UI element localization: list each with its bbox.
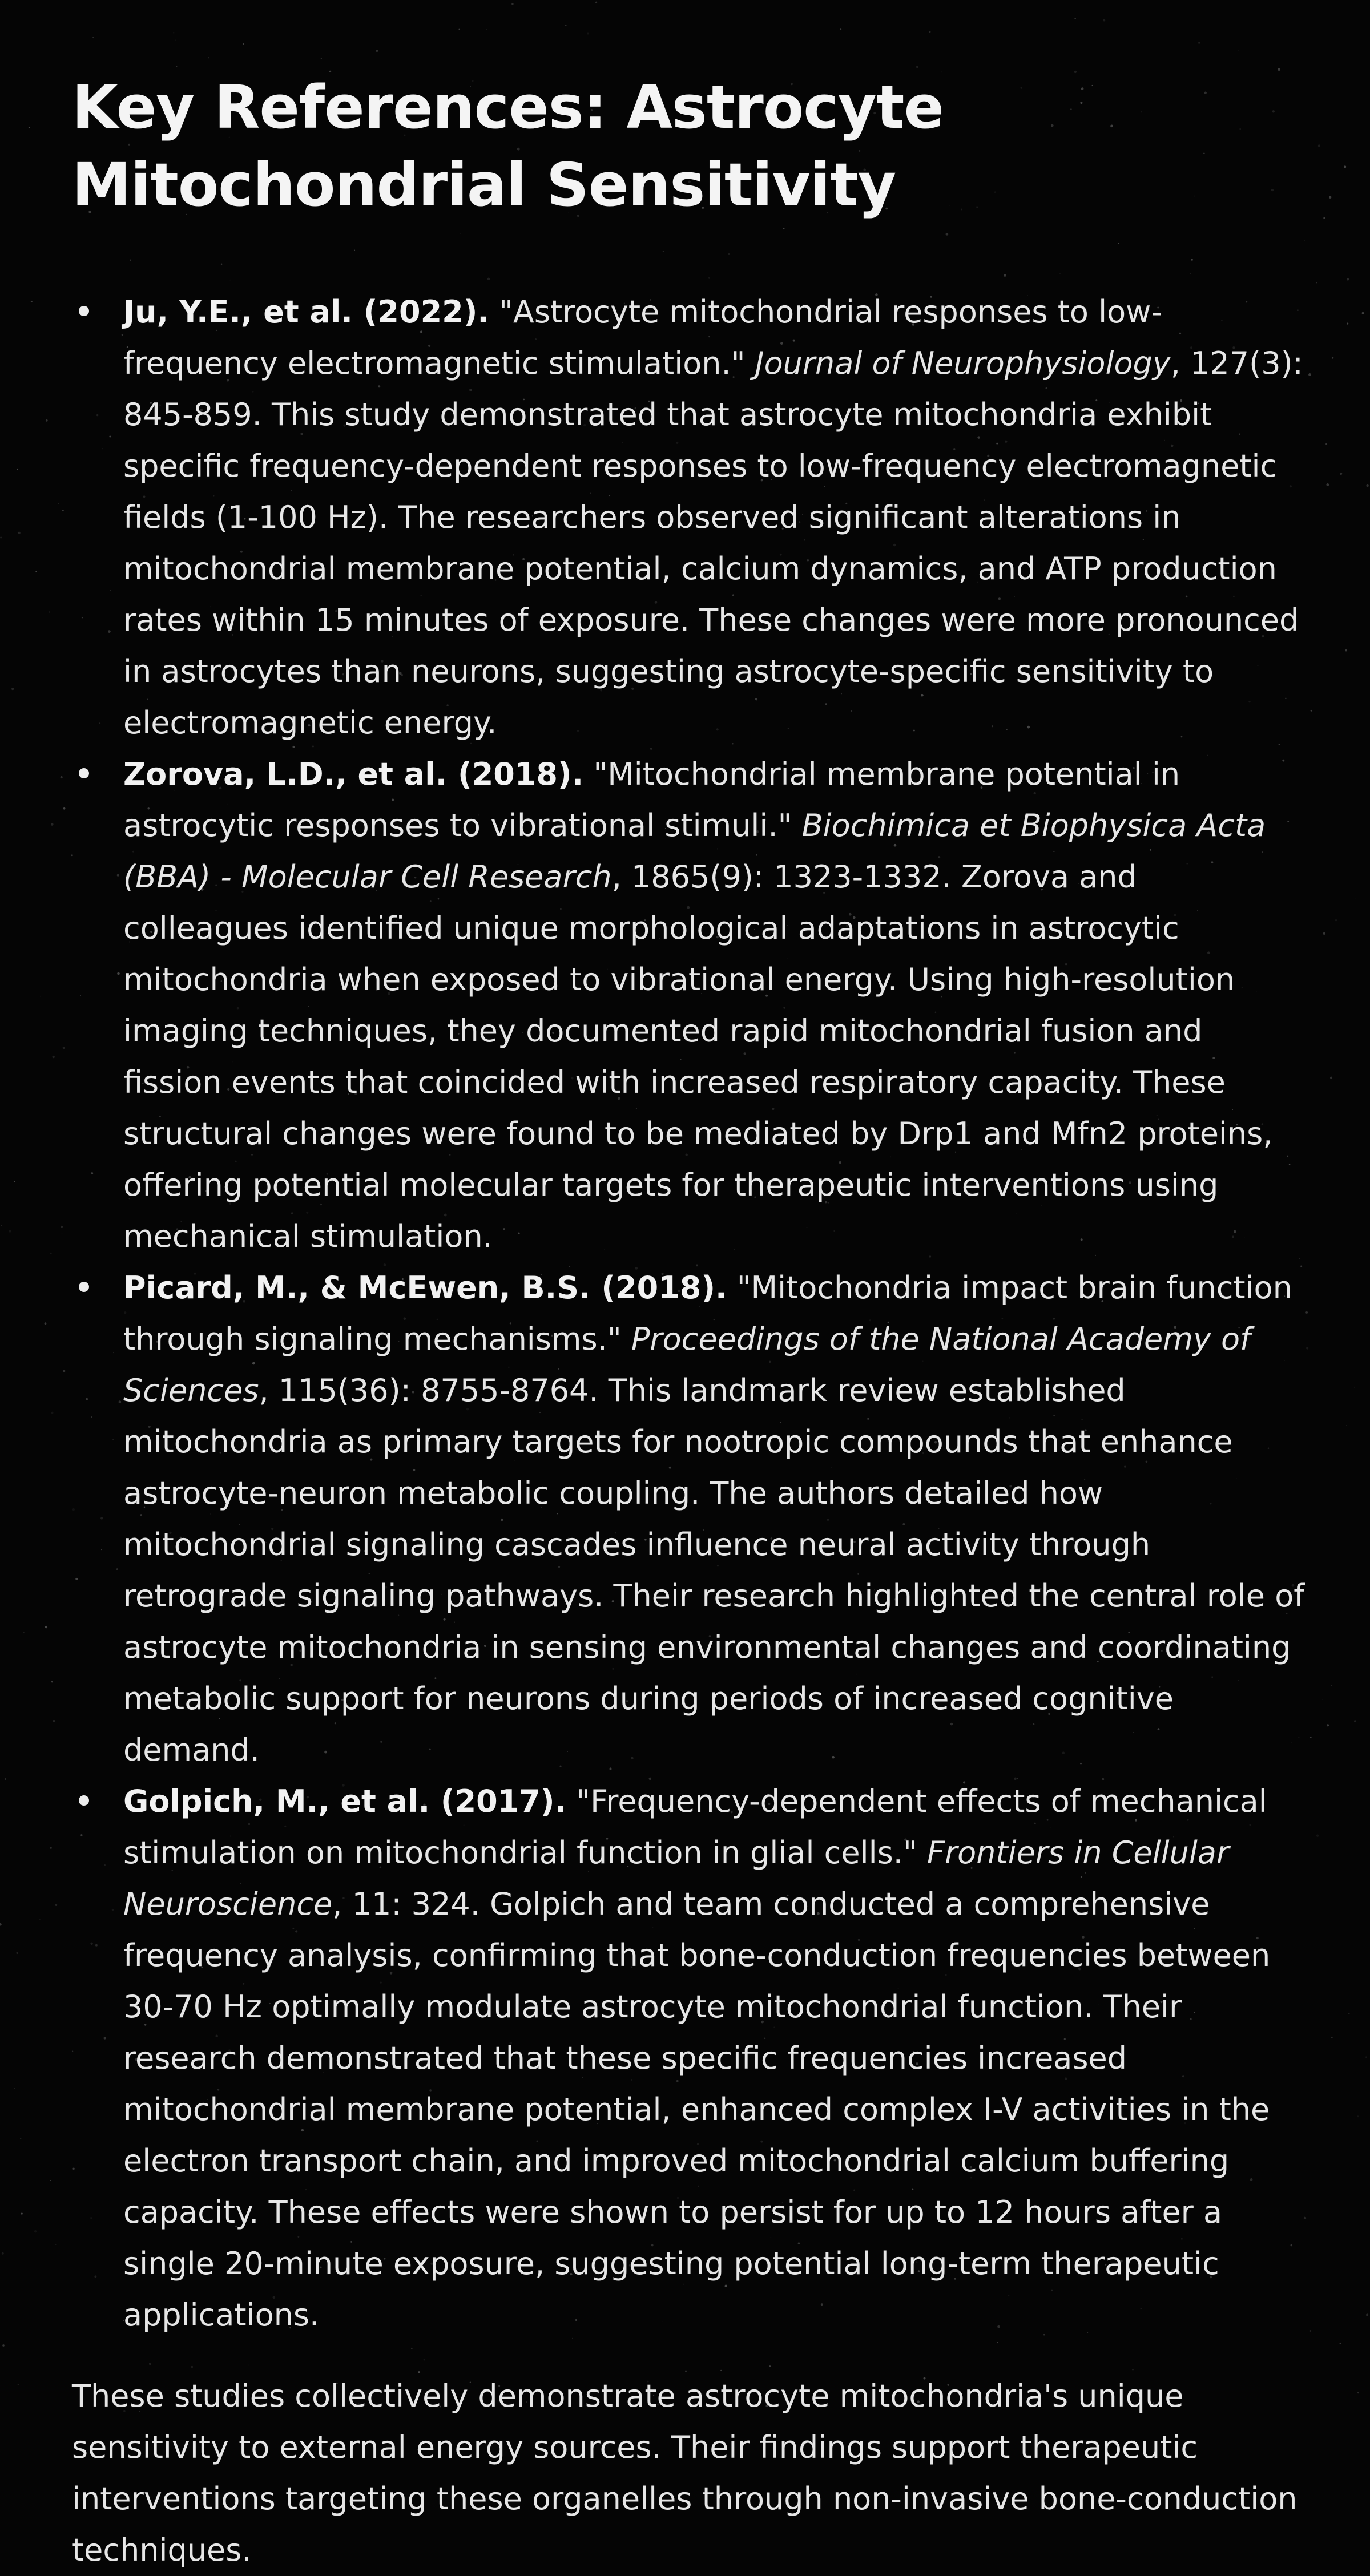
reference-title: "Mitochondria impact brain function through signaling mechanisms."	[123, 1270, 1292, 1357]
reference-description: , 115(36): 8755-8764. This landmark review established mitochondria as primary targets for nootropic compounds that enhance astrocyte-neuron metabolic coupling. The authors detailed how mitochondrial signaling cascades influence neural activity through retrograde signaling pathways. Their research highlighted the central role of astrocyte mitochondria in sensing environmental changes and coordinating metabolic support for neurons during periods of increased cognitive demand.	[123, 1372, 1305, 1768]
summary-paragraph: These studies collectively demonstrate astrocyte mitochondria's unique sensitivity to external energy sources. Their findings support therapeutic interventions targeting these organelles through non-invasive bone-conduction techniques.	[72, 2378, 1298, 2568]
bullet-icon	[79, 768, 89, 778]
bullet-icon	[79, 1282, 89, 1292]
document	[72, 68, 1305, 2576]
reference-title: "Frequency-dependent effects of mechanical stimulation on mitochondrial function in glial cells."	[123, 1783, 1267, 1871]
bullet-icon	[79, 306, 89, 316]
reference-description: , 127(3): 845-859. This study demonstrated that astrocyte mitochondria exhibit specific frequency-dependent responses to low-frequency electromagnetic fields (1-100 Hz). The researchers observed significant alterations in mitochondrial membrane potential, calcium dynamics, and ATP production rates within 15 minutes of exposure. These changes were more pronounced in astrocytes than neurons, suggesting astrocyte-specific sensitivity to electromagnetic energy.	[123, 345, 1303, 741]
reference-journal: Frontiers in Cellular Neuroscience	[123, 1835, 1230, 1922]
reference-item	[72, 1776, 1305, 2341]
reference-description: , 1865(9): 1323-1332. Zorova and colleagues identified unique morphological adaptations in astrocytic mitochondria when exposed to vibrational energy. Using high-resolution imaging techniques, they documented rapid mitochondrial fusion and fission events that coincided with increased respiratory capacity. These structural changes were found to be mediated by Drp1 and Mfn2 proteins, offering potential molecular targets for therapeutic interventions using mechanical stimulation.	[123, 859, 1273, 1254]
reference-authors: Golpich, M., et al. (2017).	[123, 1783, 567, 1819]
reference-item	[72, 286, 1305, 749]
page-title: Key References: Astrocyte Mitochondrial Sensitivity	[72, 72, 944, 220]
bullet-icon	[79, 1795, 89, 1806]
reference-journal: Journal of Neurophysiology	[755, 345, 1171, 381]
reference-authors: Zorova, L.D., et al. (2018).	[123, 756, 584, 792]
reference-authors: Picard, M., & McEwen, B.S. (2018).	[123, 1270, 727, 1306]
reference-item	[72, 1262, 1305, 1776]
reference-description: , 11: 324. Golpich and team conducted a comprehensive frequency analysis, confirming that bone-conduction frequencies between 30-70 Hz optimally modulate astrocyte mitochondrial function. Their research demonstrated that these specific frequencies increased mitochondrial membrane potential, enhanced complex I-V activities in the electron transport chain, and improved mitochondrial calcium buffering capacity. These effects were shown to persist for up to 12 hours after a single 20-minute exposure, suggesting potential long-term therapeutic applications.	[123, 1886, 1271, 2333]
reference-item	[72, 749, 1305, 1262]
reference-list	[72, 286, 1305, 2341]
reference-title: "Mitochondrial membrane potential in astrocytic responses to vibrational stimuli."	[123, 756, 1180, 843]
reference-journal: Biochimica et Biophysica Acta (BBA) - Molecular Cell Research	[123, 807, 1266, 895]
reference-title: "Astrocyte mitochondrial responses to low-frequency electromagnetic stimulation."	[123, 294, 1162, 381]
reference-authors: Ju, Y.E., et al. (2022).	[123, 294, 489, 330]
reference-journal: Proceedings of the National Academy of Sciences	[123, 1321, 1251, 1408]
